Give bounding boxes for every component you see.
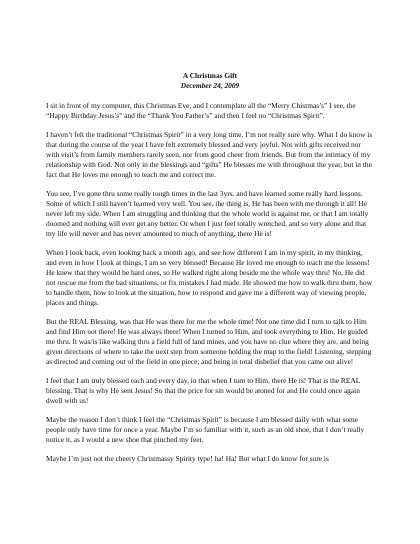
paragraph-7: Maybe the reason I don’t think I feel the “Christmas Spirit” is because I am blessed daily with what some people only have time for once a year. Maybe I’m so familiar with it, such as an old shoe, that I don’t really notice it, as I would a new shoe that pinched my feet. <box>46 415 365 444</box>
paragraph-8: Maybe I’m just not the cheery Christmassy Spirity type! ha! Ha! But what I do know for sure is <box>46 454 329 463</box>
paragraph-5: But the REAL Blessing, was that He was there for me the whole time! Not one time did I turn to talk to Him and find Him not there! He was always there! When I turned to Him, and took everything to Him, He guided me thru. It was/is like walking thru a field full of land mines, and you have no clue where they are, and being given directions of where to take the next step from someone holding the map to the field! Listening, stepping as directed and coming out of the field in one piece, and being in total disbelief that you came out alive! <box>46 317 372 366</box>
paragraph-1: I sit in front of my computer, this Christmas Eve, and I contemplate all the “Merry Chistmas’s” I see, the “Happy Birthday Jesus’s” and the “Thank You Father’s” and then I feel no “Christmas Spirit”. <box>46 101 356 120</box>
paragraph-4: When I look back, even looking back a month ago, and see how different I am in my spirit, in my thinking, and even in how I look at things, I am so very blessed! Because He loved me enough to teach me the lessons! He knew that they would be hard ones, so He walked right along beside me the whole way thru! No, He did not rescue me from the bad situations, or fix mistakes I had made. He showed me how to walk thru them, how to handle them, how to look at the situation, how to respond and gave me a different way of viewing people, places and things. <box>46 248 372 307</box>
paragraph-2: I haven’t felt the traditional “Christmas Spirit” in a very long time. I’m not really sure why. What I do know is that during the course of the year I have felt extremely blessed and very joyful. Not with gifts received nor with visit’s from family members rarely seen, nor from good cheer from friends. But from the intimacy of my relationship with God. Not only in the blessings and “gifts” He blesses me with throughout the year, but in the fact that He loves me enough to teach me and correct me. <box>46 130 373 179</box>
paragraph-3: You see, I’ve gone thru some really tough times in the last 3yrs. and have learned some really hard lessons. Some of which I still haven’t learned very well. You see, the thing is, He has been with me through it all! He never left my side. When I am struggling and thinking that the whole world is against me, or that I am totally doomed and nothing will ever get any better. Or when I just feel totally wretched, and so very alone and that my life will never and has never amounted to much of anything, there He is! <box>46 189 369 238</box>
paragraph-6: I feel that I am truly blessed each and every day, in that when I turn to Him, there He is! That is the REAL blessing. That is why He sent Jesus! So that the price for sin would be atoned for and He could once again dwell with us! <box>46 376 360 405</box>
document-date: December 24, 2009 <box>180 81 240 90</box>
document-title: A Christmas Gift <box>182 71 238 80</box>
